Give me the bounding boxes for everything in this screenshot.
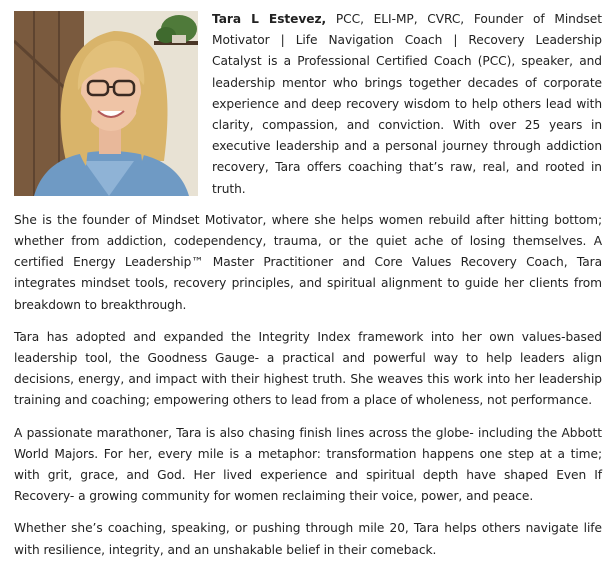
bio-paragraph-closing: Whether she’s coaching, speaking, or pushing through mile 20, Tara helps others navigate life with resilience, integrity, and an unshakable belief in their comeback. xyxy=(14,521,602,557)
bio-paragraph-integrity: Tara has adopted and expanded the Integrity Index framework into her own values-based leadership tool, the Goodness Gauge- a practical and powerful way to help leaders align decisions, energy, and impact with their highest truth. She weaves this work into her leadership training and coaching; empowering others to lead from a place of wholeness, not performance. xyxy=(14,329,602,408)
bio-name: Tara L Estevez, xyxy=(212,12,327,26)
portrait-illustration xyxy=(14,11,198,196)
bio-section xyxy=(14,9,602,572)
bio-intro-text: PCC, ELI-MP, CVRC, Founder of Mindset Motivator | Life Navigation Coach | Recovery Leadership Catalyst is a Professional Certified Coach (PCC), speaker, and leadership mentor who brings together decades of corporate experience and deep recovery wisdom to help others lead with clarity, compassion, and conviction. With over 25 years in executive leadership and a personal journey through addiction recovery, Tara offers coaching that’s raw, real, and rooted in truth. xyxy=(212,12,602,196)
bio-paragraph-founder: She is the founder of Mindset Motivator, where she helps women rebuild after hitting bottom; whether from addiction, codependency, trauma, or the quiet ache of losing themselves. A certified Energy Leadership™ Master Practitioner and Core Values Recovery Coach, Tara integrates mindset tools, recovery principles, and spiritual alignment to guide her clients from breakdown to breakthrough. xyxy=(14,212,602,312)
bio-paragraph-marathoner: A passionate marathoner, Tara is also chasing finish lines across the globe- including the Abbott World Majors. For her, every mile is a metaphor: transformation happens one step at a time; with grit, grace, and God. Her lived experience and spiritual depth have shaped Even If Recovery- a growing community for women reclaiming their voice, power, and peace. xyxy=(14,425,602,504)
portrait-photo xyxy=(14,11,198,196)
